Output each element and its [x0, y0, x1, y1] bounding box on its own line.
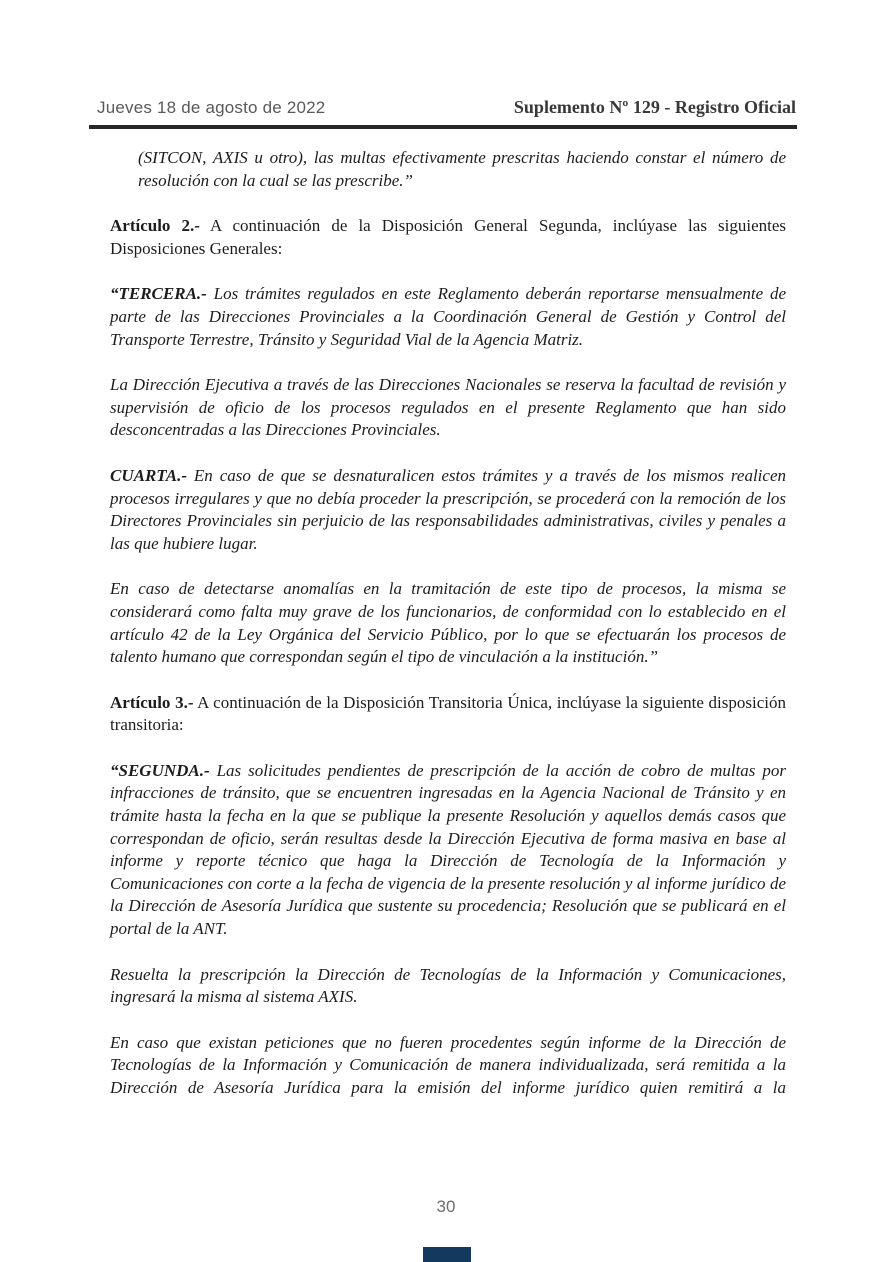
- header-date: Jueves 18 de agosto de 2022: [97, 98, 326, 117]
- paragraph-direccion-ejecutiva: [110, 374, 786, 442]
- paragraph-articulo-3: [110, 692, 786, 737]
- paragraph-sitcon-quote: [138, 147, 786, 192]
- paragraph-segunda: [110, 760, 786, 941]
- paragraph-articulo-2: [110, 215, 786, 260]
- paragraph-text: En caso de detectarse anomalías en la tramitación de este tipo de procesos, la misma se considerará como falta muy grave de los funcionarios, de conformidad con lo establecido en el artículo 42 de la Ley Orgánica del Servicio Público, por lo que se efectuarán los procesos de talento humano que correspondan según el tipo de vinculación a la institución.”: [110, 579, 786, 667]
- paragraph-peticiones: [110, 1032, 786, 1100]
- paragraph-lead: Artículo 3.-: [110, 692, 194, 712]
- header-rule: [89, 125, 797, 129]
- paragraph-text: Las solicitudes pendientes de prescripción de la acción de cobro de multas por infracciones de tránsito, que se encuentren ingresadas en la Agencia Nacional de Tránsito y en trámite hasta la fecha en la que se publique la presente Resolución y aquellos demás casos que correspondan de oficio, serán resultas desde la Dirección Ejecutiva de forma masiva en base al informe y reporte técnico que haga la Dirección de Tecnología de la Información y Comunicaciones con corte a la fecha de vigencia de la presente resolución y al informe jurídico de la Dirección de Asesoría Jurídica que sustente su procedencia; Resolución que se publicará en el portal de la ANT.: [110, 760, 786, 939]
- paragraph-anomalias: [110, 578, 786, 668]
- paragraph-text: Los trámites regulados en este Reglamento deberán reportarse mensualmente de parte de las Direcciones Provinciales a la Coordinación General de Gestión y Control del Transporte Terrestre, Tránsito y Seguridad Vial de la Agencia Matriz.: [110, 284, 786, 349]
- page-header: [97, 97, 796, 118]
- paragraph-lead: “TERCERA.-: [110, 284, 207, 304]
- header-edition: Suplemento Nº 129 - Registro Oficial: [513, 97, 796, 117]
- paragraph-text: La Dirección Ejecutiva a través de las Direcciones Nacionales se reserva la facultad de revisión y supervisión de oficio de los procesos regulados en el presente Reglamento que han sido desconcentradas a las Direcciones Provinciales.: [110, 375, 786, 440]
- paragraph-text: Resuelta la prescripción la Dirección de Tecnologías de la Información y Comunicaciones, ingresará la misma al sistema AXIS.: [110, 964, 786, 1007]
- footer-accent-bar: [423, 1247, 471, 1262]
- document-body: [110, 147, 786, 1123]
- paragraph-cuarta: [110, 465, 786, 555]
- paragraph-lead: Artículo 2.-: [110, 216, 200, 236]
- paragraph-lead: CUARTA.-: [110, 465, 187, 485]
- paragraph-resuelta: [110, 964, 786, 1009]
- page-number: 30: [436, 1197, 456, 1216]
- paragraph-lead: “SEGUNDA.-: [110, 760, 210, 780]
- paragraph-text: A continuación de la Disposición Transitoria Única, inclúyase la siguiente disposición transitoria:: [110, 692, 786, 735]
- paragraph-text: (SITCON, AXIS u otro), las multas efectivamente prescritas haciendo constar el número de resolución con la cual se las prescribe.”: [138, 148, 786, 190]
- paragraph-text: A continuación de la Disposición General Segunda, inclúyase las siguientes Disposiciones Generales:: [110, 216, 787, 258]
- paragraph-text: En caso de que se desnaturalicen estos trámites y a través de los mismos realicen procesos irregulares y que no debía proceder la prescripción, se procederá con la remoción de los Directores Provinciales sin perjuicio de las responsabilidades administrativas, civiles y penales a las que hubiere lugar.: [110, 465, 786, 553]
- paragraph-text: En caso que existan peticiones que no fueren procedentes según informe de la Dirección de Tecnologías de la Información y Comunicación de manera individualizada, será remitida a la Dirección de Asesoría Jurídica para la emisión del informe jurídico quien remitirá a la: [110, 1032, 786, 1097]
- paragraph-tercera: [110, 283, 786, 351]
